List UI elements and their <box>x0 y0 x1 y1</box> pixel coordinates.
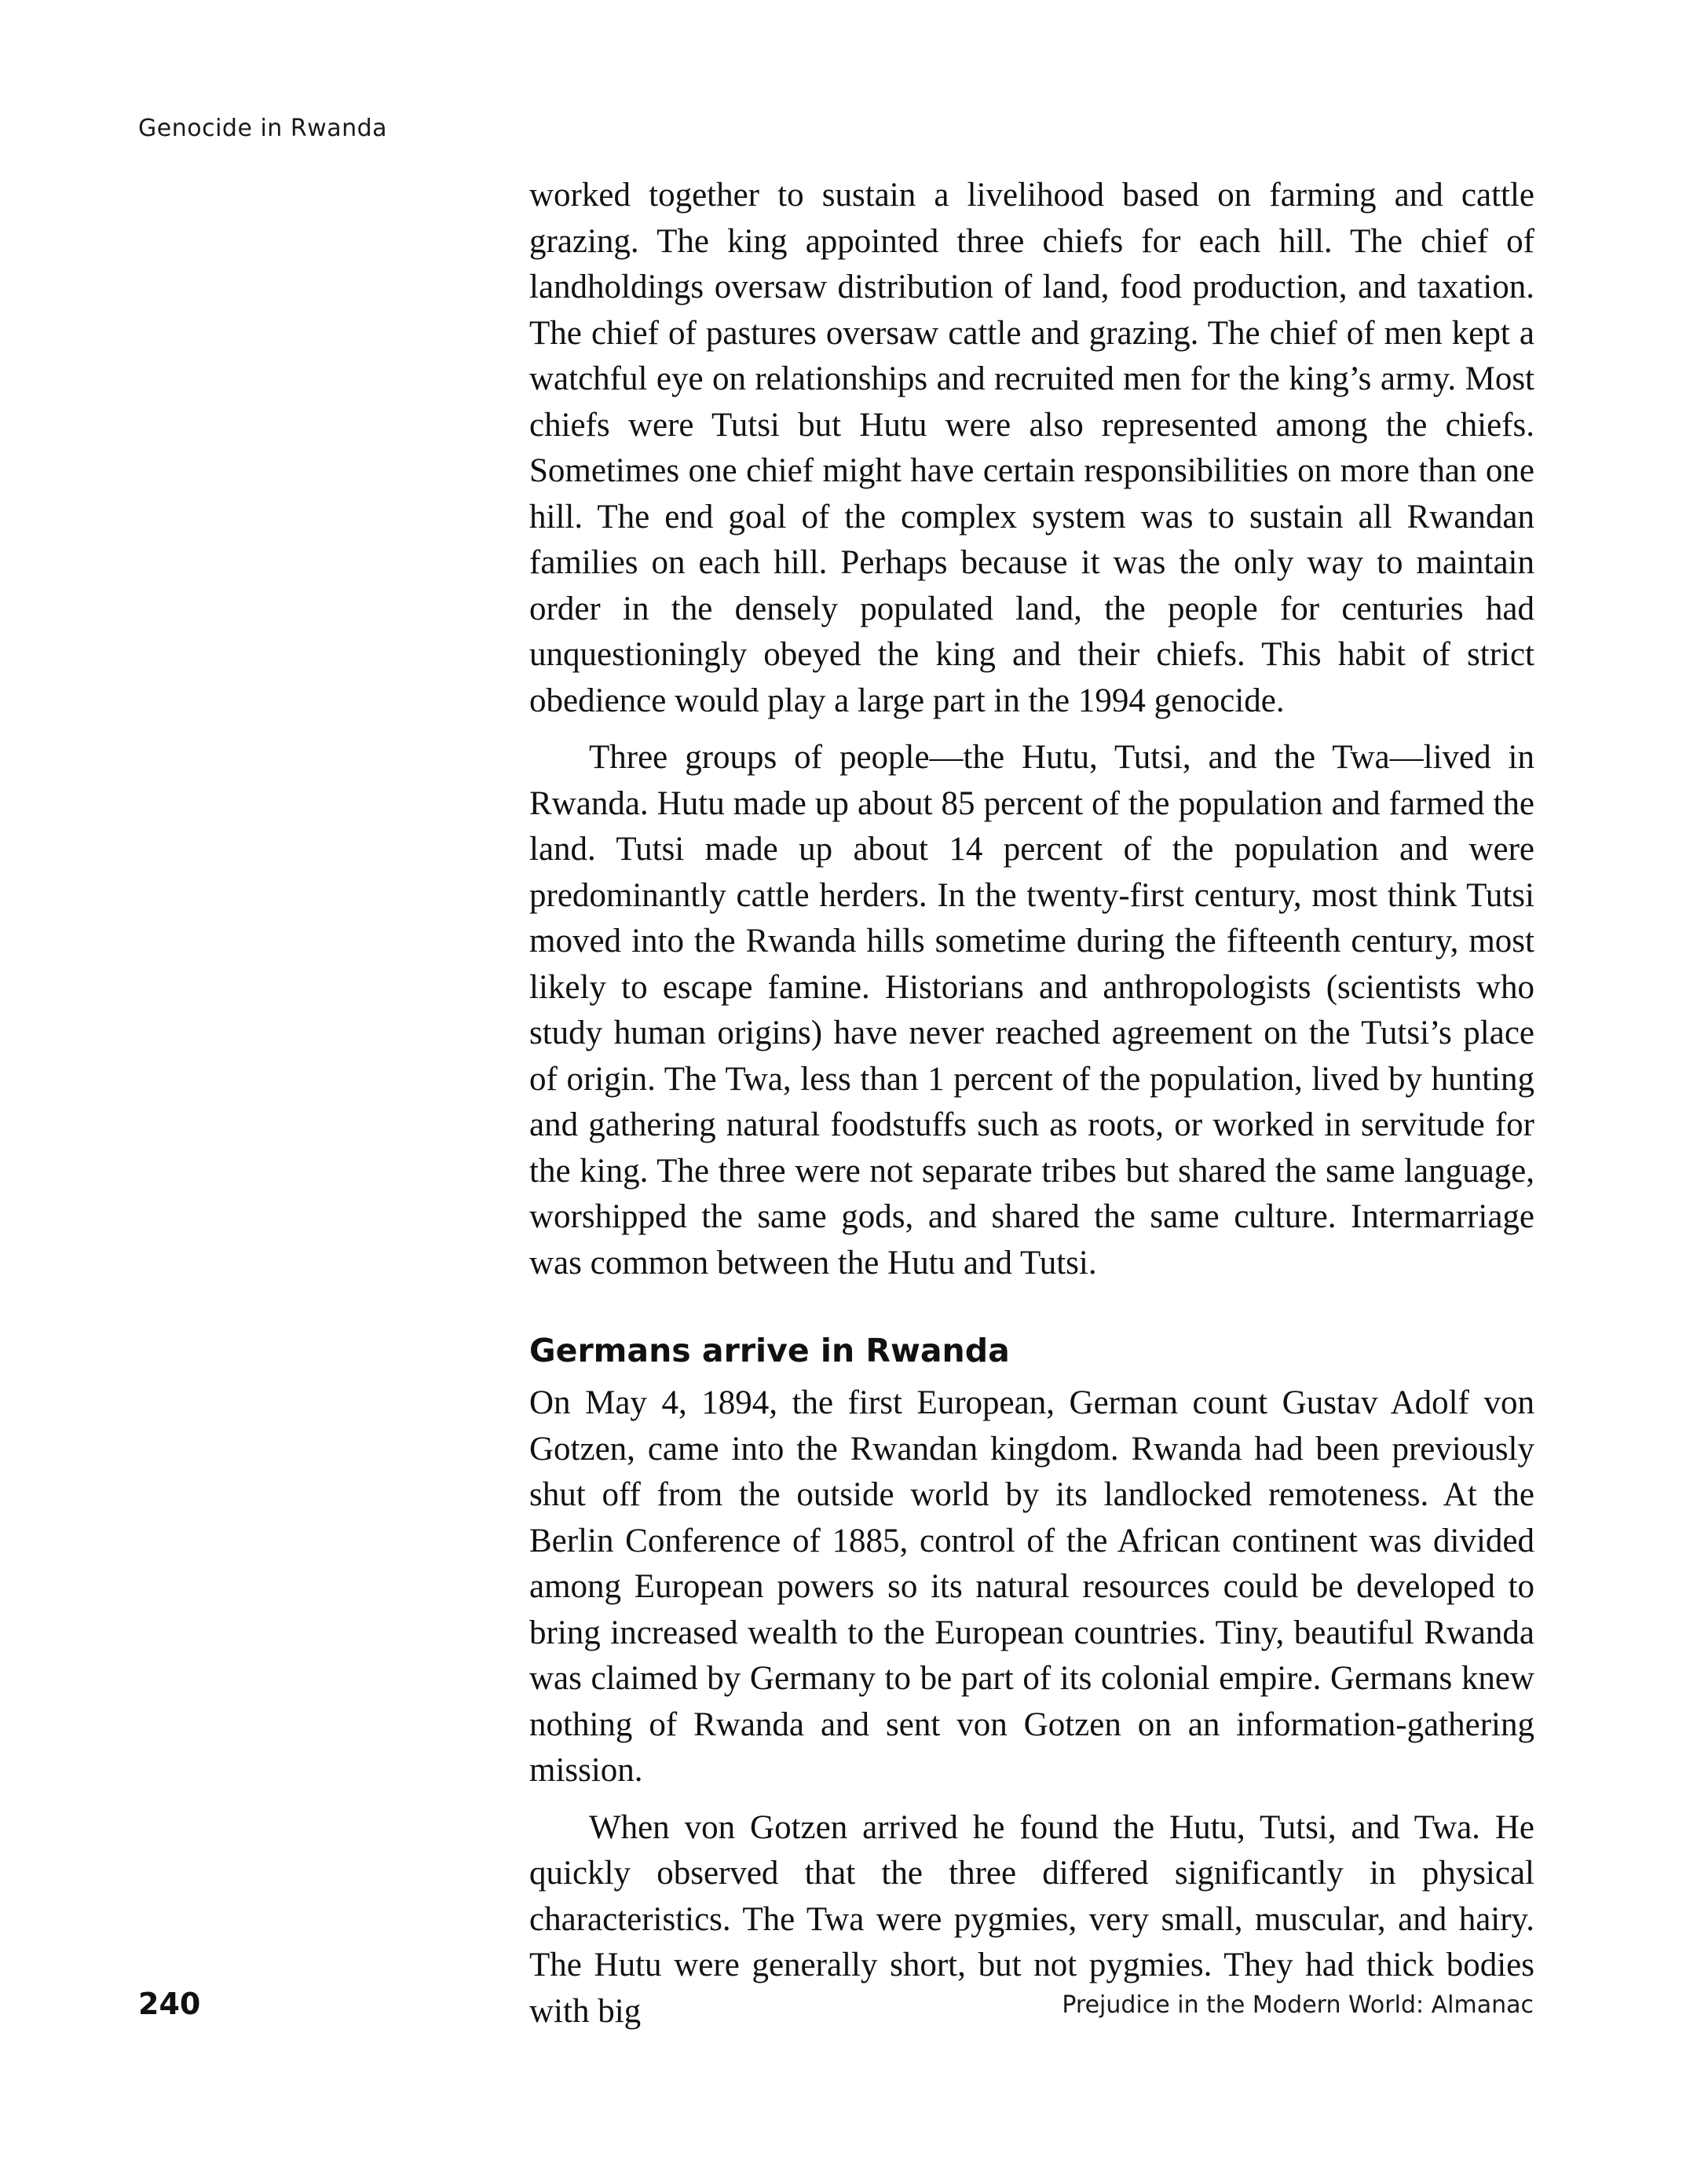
body-paragraph: When von Gotzen arrived he found the Hutu, Tutsi, and Twa. He quickly observed that the three differed significantly in physical characteristics. The Twa were pygmies, very small, muscular, and hairy. The Hutu were generally short, but not pygmies. They had thick bodies with big <box>529 1808 1534 2030</box>
body-paragraph: On May 4, 1894, the first European, German count Gustav Adolf von Gotzen, came into the Rwandan kingdom. Rwanda had been previously shut off from the outside world by its landlocked remoteness. At the Berlin Conference of 1885, control of the African continent was divided among European powers so its natural resources could be developed to bring increased wealth to the European countries. Tiny, beautiful Rwanda was claimed by Germany to be part of its colonial empire. Germans knew nothing of Rwanda and sent von Gotzen on an information-gathering mission. <box>529 1384 1534 1789</box>
body-paragraph: worked together to sustain a livelihood based on farming and cattle grazing. The king appointed three chiefs for each hill. The chief of landholdings oversaw distribution of land, food production, and taxation. The chief of pastures oversaw cattle and grazing. The chief of men kept a watchful eye on relationships and recruited men for the king’s army. Most chiefs were Tutsi but Hutu were also represented among the chiefs. Sometimes one chief might have certain responsibilities on more than one hill. The end goal of the complex system was to sustain all Rwandan families on each hill. Perhaps because it was the only way to maintain order in the densely populated land, the people for centuries had unquestioningly obeyed the king and their chiefs. This habit of strict obedience would play a large part in the 1994 genocide. <box>529 177 1534 719</box>
section-heading: Germans arrive in Rwanda <box>529 1332 1010 1369</box>
body-paragraph: Three groups of people—the Hutu, Tutsi, and the Twa—lived in Rwanda. Hutu made up about 85 percent of the population and farmed the land. Tutsi made up about 14 percent of the population and were predominantly cattle herders. In the twenty-first century, most think Tutsi moved into the Rwanda hills sometime during the fifteenth century, most likely to escape famine. Historians and anthropologists (scientists who study human origins) have never reached agreement on the Tutsi’s place of origin. The Twa, less than 1 percent of the population, lived by hunting and gathering natural foodstuffs such as roots, or worked in servitude for the king. The three were not separate tribes but shared the same language, worshipped the same gods, and shared the same culture. Intermarriage was common between the Hutu and Tutsi. <box>529 739 1534 1281</box>
running-foot: Prejudice in the Modern World: Almanac <box>1062 1991 1534 2019</box>
body-text-column <box>529 173 1534 2046</box>
page-number: 240 <box>138 1987 201 2021</box>
running-head: Genocide in Rwanda <box>138 115 388 142</box>
